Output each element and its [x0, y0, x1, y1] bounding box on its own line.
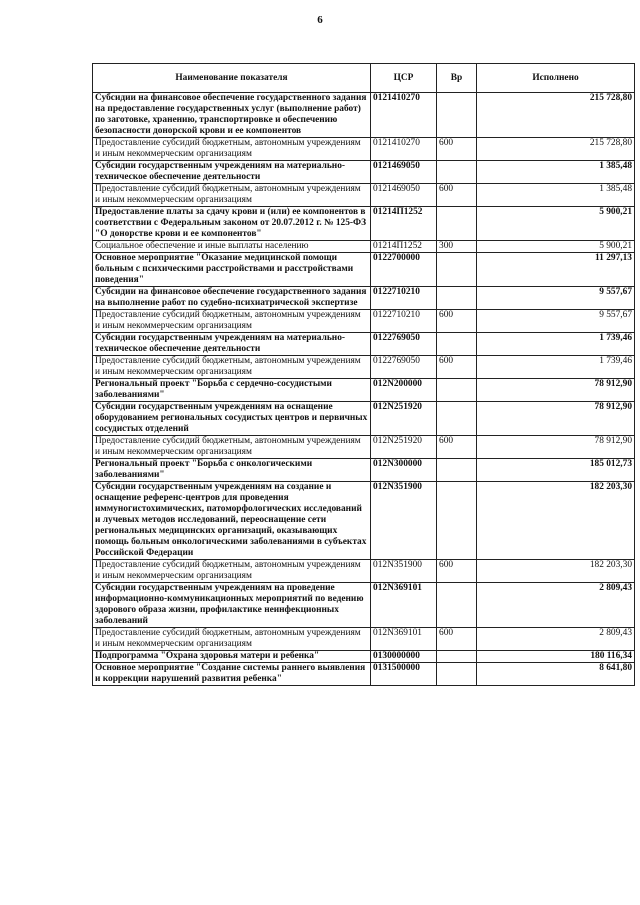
- row-name-cell: Предоставление субсидий бюджетным, автономным учреждениям и иным некоммерческим организациям: [93, 560, 371, 583]
- row-vr-cell: 600: [437, 628, 477, 651]
- row-csr-cell: 0122769050: [371, 333, 437, 356]
- row-vr-cell: [437, 287, 477, 310]
- row-vr-cell: 600: [437, 356, 477, 379]
- table-row: [93, 161, 635, 184]
- column-header-value: Исполнено: [477, 64, 635, 93]
- row-name-cell: Предоставление субсидий бюджетным, автономным учреждениям и иным некоммерческим организациям: [93, 628, 371, 651]
- row-vr-cell: 600: [437, 436, 477, 459]
- row-csr-cell: 012N251920: [371, 402, 437, 436]
- table-row: [93, 184, 635, 207]
- row-name-cell: Основное мероприятие "Оказание медицинской помощи больным с психическими расстройствами и расстройствами поведения": [93, 253, 371, 287]
- column-header-vr: Вр: [437, 64, 477, 93]
- row-name-cell: Субсидии на финансовое обеспечение государственного задания на выполнение работ по судебно-психиатрической экспертизе: [93, 287, 371, 310]
- row-vr-cell: 600: [437, 310, 477, 333]
- row-name-cell: Социальное обеспечение и иные выплаты населению: [93, 241, 371, 253]
- row-vr-cell: [437, 459, 477, 482]
- row-value-cell: 8 641,80: [477, 663, 635, 686]
- row-value-cell: 1 739,46: [477, 356, 635, 379]
- row-value-cell: 11 297,13: [477, 253, 635, 287]
- row-value-cell: 182 203,30: [477, 482, 635, 560]
- row-name-cell: Предоставление субсидий бюджетным, автономным учреждениям и иным некоммерческим организациям: [93, 356, 371, 379]
- row-name-cell: Региональный проект "Борьба с сердечно-сосудистыми заболеваниями": [93, 379, 371, 402]
- row-vr-cell: [437, 482, 477, 560]
- row-vr-cell: [437, 583, 477, 628]
- row-vr-cell: 600: [437, 184, 477, 207]
- table-row: [93, 583, 635, 628]
- row-value-cell: 185 012,73: [477, 459, 635, 482]
- row-csr-cell: 0121410270: [371, 93, 437, 138]
- table-row: [93, 482, 635, 560]
- table-row: [93, 628, 635, 651]
- row-vr-cell: [437, 93, 477, 138]
- row-name-cell: Субсидии государственным учреждениям на проведение информационно-коммуникационных мероприятий по ведению здорового образа жизни, профилактике неинфекционных заболеваний: [93, 583, 371, 628]
- row-value-cell: 78 912,90: [477, 402, 635, 436]
- row-value-cell: 5 900,21: [477, 241, 635, 253]
- row-csr-cell: 0122769050: [371, 356, 437, 379]
- row-csr-cell: 0122710210: [371, 310, 437, 333]
- budget-execution-table: [92, 63, 635, 686]
- row-name-cell: Предоставление субсидий бюджетным, автономным учреждениям и иным некоммерческим организациям: [93, 436, 371, 459]
- table-row: [93, 207, 635, 241]
- row-vr-cell: [437, 379, 477, 402]
- row-vr-cell: 600: [437, 560, 477, 583]
- row-csr-cell: 012N369101: [371, 628, 437, 651]
- row-name-cell: Региональный проект "Борьба с онкологическими заболеваниями": [93, 459, 371, 482]
- row-csr-cell: 0122700000: [371, 253, 437, 287]
- row-name-cell: Субсидии государственным учреждениям на материально-техническое обеспечение деятельности: [93, 161, 371, 184]
- row-csr-cell: 0121469050: [371, 184, 437, 207]
- table-row: [93, 333, 635, 356]
- row-value-cell: 215 728,80: [477, 93, 635, 138]
- row-vr-cell: 300: [437, 241, 477, 253]
- row-value-cell: 78 912,90: [477, 379, 635, 402]
- row-csr-cell: 0130000000: [371, 651, 437, 663]
- row-vr-cell: [437, 253, 477, 287]
- table-row: [93, 436, 635, 459]
- row-value-cell: 2 809,43: [477, 583, 635, 628]
- row-value-cell: 9 557,67: [477, 287, 635, 310]
- row-value-cell: 1 739,46: [477, 333, 635, 356]
- row-name-cell: Субсидии государственным учреждениям на материально-техническое обеспечение деятельности: [93, 333, 371, 356]
- page-number: 6: [317, 14, 323, 26]
- table-body: [93, 93, 635, 686]
- table-row: [93, 241, 635, 253]
- row-name-cell: Предоставление платы за сдачу крови и (или) ее компонентов в соответствии с Федеральным законом от 20.07.2012 г. № 125-ФЗ "О донорстве крови и ее компонентов": [93, 207, 371, 241]
- table-row: [93, 379, 635, 402]
- table-row: [93, 310, 635, 333]
- row-name-cell: Субсидии государственным учреждениям на создание и оснащение референс-центров для проведения иммуногистохимических, патоморфологических исследований и лучевых методов исследований, переоснащение сети региональных медицинских организаций, оказывающих помощь больным онкологическими заболеваниями в субъектах Российской Федерации: [93, 482, 371, 560]
- row-value-cell: 5 900,21: [477, 207, 635, 241]
- column-header-name: Наименование показателя: [93, 64, 371, 93]
- row-csr-cell: 01214П1252: [371, 207, 437, 241]
- row-csr-cell: 012N351900: [371, 482, 437, 560]
- row-vr-cell: [437, 651, 477, 663]
- row-value-cell: 182 203,30: [477, 560, 635, 583]
- row-vr-cell: [437, 402, 477, 436]
- row-vr-cell: [437, 207, 477, 241]
- row-csr-cell: 0121410270: [371, 138, 437, 161]
- table-row: [93, 651, 635, 663]
- table-row: [93, 402, 635, 436]
- row-csr-cell: 012N300000: [371, 459, 437, 482]
- row-csr-cell: 012N351900: [371, 560, 437, 583]
- row-csr-cell: 0122710210: [371, 287, 437, 310]
- row-csr-cell: 01214П1252: [371, 241, 437, 253]
- row-csr-cell: 0131500000: [371, 663, 437, 686]
- row-vr-cell: [437, 333, 477, 356]
- row-csr-cell: 012N369101: [371, 583, 437, 628]
- table-row: [93, 459, 635, 482]
- row-name-cell: Субсидии государственным учреждениям на оснащение оборудованием региональных сосудистых центров и первичных сосудистых отделений: [93, 402, 371, 436]
- table-row: [93, 356, 635, 379]
- row-value-cell: 2 809,43: [477, 628, 635, 651]
- row-value-cell: 1 385,48: [477, 161, 635, 184]
- row-vr-cell: [437, 161, 477, 184]
- row-name-cell: Подпрограмма "Охрана здоровья матери и ребенка": [93, 651, 371, 663]
- column-header-csr: ЦСР: [371, 64, 437, 93]
- row-csr-cell: 012N251920: [371, 436, 437, 459]
- row-value-cell: 78 912,90: [477, 436, 635, 459]
- table-row: [93, 93, 635, 138]
- table-header-row: [93, 64, 635, 93]
- table-row: [93, 287, 635, 310]
- table-row: [93, 138, 635, 161]
- table-row: [93, 663, 635, 686]
- row-name-cell: Предоставление субсидий бюджетным, автономным учреждениям и иным некоммерческим организациям: [93, 184, 371, 207]
- row-value-cell: 1 385,48: [477, 184, 635, 207]
- row-csr-cell: 012N200000: [371, 379, 437, 402]
- row-value-cell: 215 728,80: [477, 138, 635, 161]
- table-row: [93, 560, 635, 583]
- row-name-cell: Субсидии на финансовое обеспечение государственного задания на предоставление государственных услуг (выполнение работ) по заготовке, хранению, транспортировке и обеспечению безопасности донорской крови и ее компонентов: [93, 93, 371, 138]
- row-name-cell: Предоставление субсидий бюджетным, автономным учреждениям и иным некоммерческим организациям: [93, 138, 371, 161]
- table-row: [93, 253, 635, 287]
- row-vr-cell: [437, 663, 477, 686]
- row-value-cell: 9 557,67: [477, 310, 635, 333]
- row-name-cell: Основное мероприятие "Создание системы раннего выявления и коррекции нарушений развития ребенка": [93, 663, 371, 686]
- row-vr-cell: 600: [437, 138, 477, 161]
- row-csr-cell: 0121469050: [371, 161, 437, 184]
- row-value-cell: 180 116,34: [477, 651, 635, 663]
- row-name-cell: Предоставление субсидий бюджетным, автономным учреждениям и иным некоммерческим организациям: [93, 310, 371, 333]
